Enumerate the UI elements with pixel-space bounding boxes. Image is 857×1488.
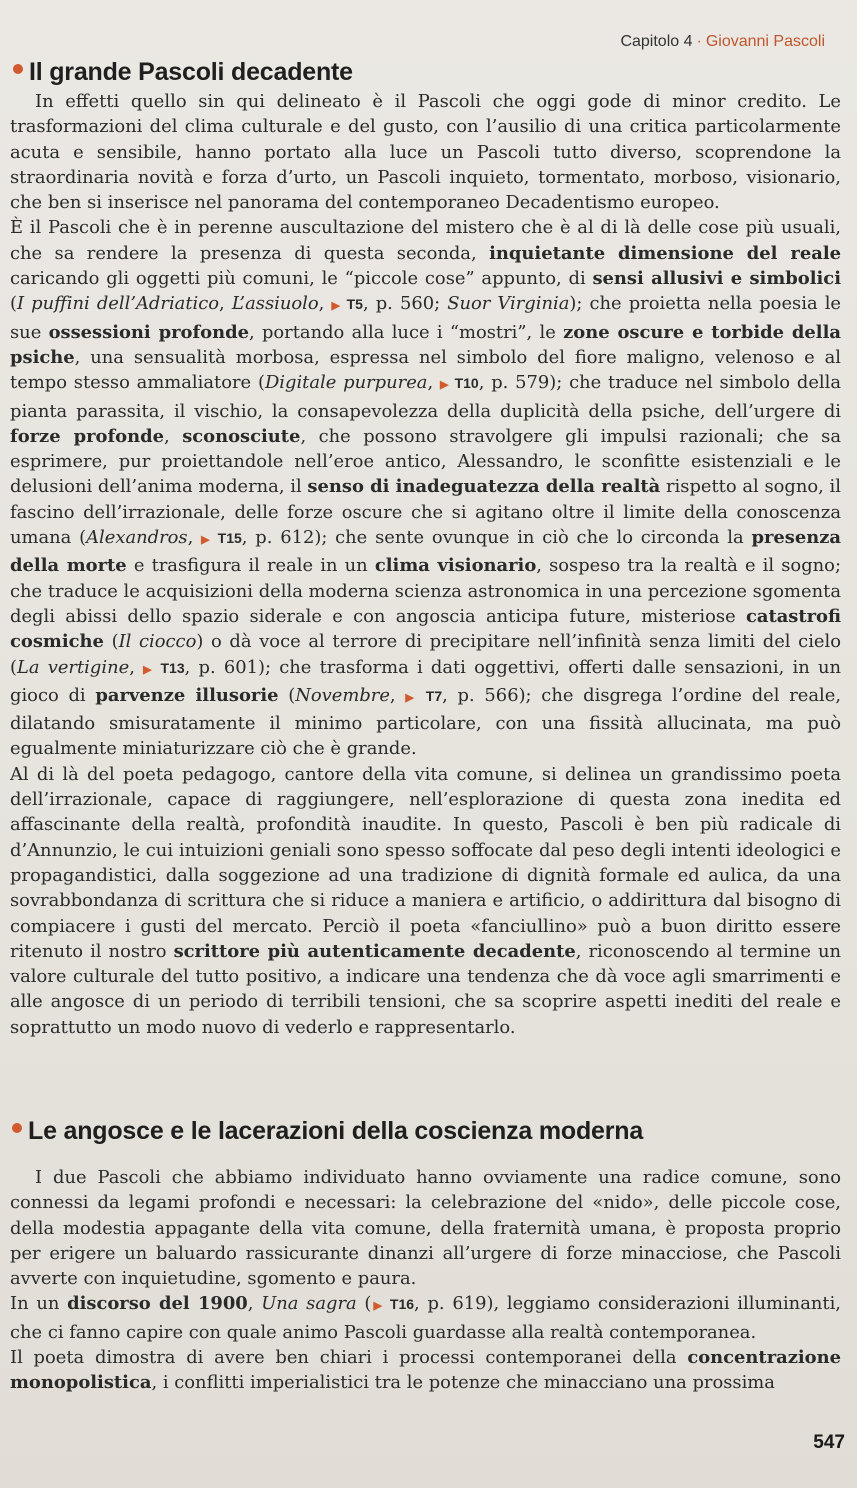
paragraph — [10, 89, 841, 215]
arrow-right-icon: ▶ — [371, 1300, 384, 1313]
work-title: Una sagra — [261, 1293, 357, 1315]
paragraph — [10, 215, 841, 761]
bold-term: concentrazione monopolistica — [10, 1347, 841, 1394]
text-run: ( — [10, 293, 17, 315]
text-run: , una sensualità morbosa, espressa nel simbolo del fiore maligno, velenoso e al tempo stesso ammaliatore ( — [10, 346, 841, 394]
section-heading-2 — [12, 1117, 643, 1146]
text-run: , — [219, 293, 232, 315]
bold-term: ossessioni profonde — [48, 321, 249, 343]
text-run: , p. 612); che sente ovunque in ciò che lo circonda la — [241, 527, 752, 549]
text-run: , p. 579); che traduce nel simbolo della pianta parassita, il vischio, la consapevolezza della duplicità della psiche, dell’urgere di — [10, 372, 842, 422]
text-reference[interactable] — [143, 660, 185, 676]
text-run: ( — [356, 1293, 372, 1315]
reference-code: T5 — [346, 296, 363, 313]
bold-term: inquietante dimensione del reale — [489, 242, 842, 264]
section-heading-1 — [13, 58, 353, 87]
work-title: I puffini dell’Adriatico — [16, 293, 220, 315]
chapter-author: Giovanni Pascoli — [705, 33, 825, 50]
text-run: , portando alla luce i “mostri”, le — [248, 321, 564, 343]
text-reference[interactable] — [440, 375, 479, 391]
text-run: ); che proietta nella poesia le sue — [10, 293, 842, 343]
text-run: , — [427, 372, 440, 394]
text-run: In effetti quello sin qui delineato è il Pascoli che oggi gode di minor credito. Le trasformazioni del clima culturale e del gusto, con l’ausilio di una critica particolarmente acuta e sensibile, hanno portato alla luce un Pascoli tutto diverso, scoprendone la straordinaria novità e forza d’urto, un Pascoli inquieto, tormentato, morboso, visionario, che ben si inserisce nel panorama del contemporaneo Decadentismo europeo. — [10, 91, 841, 214]
reference-code: T13 — [160, 659, 185, 676]
text-run: , che possono stravolgere gli impulsi razionali; che sa esprimere, pur proiettandole nell’eroe antico, Alessandro, le sconfitte esistenziali e le delusioni dell’anima moderna, il — [10, 425, 842, 498]
text-run: , — [318, 293, 332, 315]
bold-term: sconosciute — [182, 425, 301, 447]
reference-code: T7 — [425, 687, 443, 704]
page-number: 547 — [813, 1432, 845, 1453]
bold-term: clima visionario — [374, 555, 537, 577]
text-run: , p. 619), leggiamo considerazioni illuminanti, che ci fanno capire con quale animo Pascoli guardasse alla realtà contemporanea. — [10, 1293, 841, 1343]
text-reference[interactable] — [201, 530, 242, 546]
reference-code: T10 — [454, 375, 479, 392]
text-run: ( — [103, 631, 119, 653]
text-reference[interactable] — [371, 1296, 414, 1312]
arrow-right-icon: ▶ — [405, 691, 418, 704]
text-run: rispetto al sogno, il fascino dell’irrazionale, delle forze oscure che si agitano oltre il limite della conoscenza umana ( — [10, 476, 841, 549]
section-heading-2-text: Le angosce e le lacerazioni della coscienza moderna — [28, 1117, 644, 1145]
text-run: È il Pascoli che è in perenne auscultazione del mistero che è al di là delle cose più usuali, che sa rendere la presenza di questa seconda, — [10, 217, 841, 264]
header-separator: · — [696, 33, 702, 50]
reference-code: T15 — [217, 530, 242, 547]
text-reference[interactable] — [405, 688, 442, 704]
paragraph — [10, 1345, 841, 1396]
section-heading-1-text: Il grande Pascoli decadente — [29, 58, 353, 86]
text-run: , p. 601); che trasforma i dati oggettivi, offerti dalle sensazioni, in un gioco di — [10, 656, 841, 706]
section-2-body — [10, 1165, 841, 1396]
text-run: e trasfigura il reale in un — [126, 555, 375, 577]
text-run: , — [129, 656, 144, 678]
arrow-right-icon: ▶ — [143, 663, 155, 676]
running-header — [560, 33, 825, 51]
bullet-dot-icon — [13, 64, 23, 74]
text-run: , riconoscendo al termine un valore culturale del tutto positivo, a indicare una tendenza che dà voce agli smarrimenti e alle angosce di un periodo di terribili tensioni, che sa scoprire aspetti inediti del reale e soprattutto un modo nuovo di vederlo e rappresentarlo. — [10, 940, 841, 1038]
text-run: , — [187, 527, 202, 549]
text-run: Il poeta dimostra di avere ben chiari i processi contemporanei della — [10, 1347, 688, 1369]
text-run: caricando gli oggetti più comuni, le “piccole cose” appunto, di — [10, 268, 593, 290]
work-title: La vertigine — [16, 656, 130, 678]
bullet-dot-icon — [12, 1123, 22, 1133]
paragraph — [10, 1291, 841, 1345]
text-reference[interactable] — [331, 296, 363, 312]
text-run: , p. 560; — [362, 293, 448, 315]
text-run: , — [389, 684, 406, 706]
text-run: ( — [278, 684, 296, 706]
work-title: Digitale purpurea — [264, 372, 428, 394]
work-title: L’assiuolo — [231, 293, 319, 315]
bold-term: scrittore più autenticamente decadente — [173, 940, 576, 962]
bold-term: forze profonde — [10, 425, 165, 447]
text-run: , — [247, 1293, 262, 1315]
bold-term: senso di inadeguatezza della realtà — [307, 476, 661, 498]
paragraph — [10, 762, 841, 1040]
paragraph — [10, 1165, 841, 1291]
bold-term: catastrofi cosmiche — [10, 605, 841, 653]
text-run: , p. 566); che disgrega l’ordine del reale, dilatando smisuratamente il minimo particolare, con una fissità allucinata, ma può egualmente miniaturizzare ciò che è grande. — [10, 684, 842, 760]
work-title: Novembre — [295, 684, 390, 706]
bold-term: zone oscure e torbide della psiche — [10, 321, 841, 368]
work-title: Alexandros — [86, 527, 188, 549]
work-title: Il ciocco — [118, 631, 197, 653]
bold-term: parvenze illusorie — [95, 684, 279, 706]
section-1-body — [10, 89, 841, 1040]
text-run: I due Pascoli che abbiamo individuato hanno ovviamente una radice comune, sono connessi da legami profondi e necessari: la celebrazione del «nido», delle piccole cose, della modestia appagante della vita comune, della fraternità umana, è proposta proprio per erigere un baluardo rassicurante dinanzi all’urgere di forze minacciose, che Pascoli avverte con inquietudine, sgomento e paura. — [10, 1167, 841, 1290]
arrow-right-icon: ▶ — [439, 379, 450, 392]
bold-term: sensi allusivi e simbolici — [592, 268, 841, 290]
text-run: , i conflitti imperialistici tra le potenze che minacciano una prossima — [151, 1372, 775, 1394]
text-run: ) o dà voce al terrore di precipitare nell’infinità senza limiti del cielo ( — [10, 631, 841, 678]
text-run: , sospeso tra la realtà e il sogno; che traduce le acquisizioni della moderna scienza astronomica in una percezione sgomenta degli abissi dello spazio siderale e con angoscia anticipa future, misteriose — [10, 555, 841, 627]
arrow-right-icon: ▶ — [331, 300, 342, 313]
bold-term: discorso del 1900 — [67, 1293, 248, 1315]
text-run: , — [164, 425, 183, 447]
text-run: Al di là del poeta pedagogo, cantore della vita comune, si delinea un grandissimo poeta dell’irrazionale, capace di raggiungere, nell’esplorazione di questa zona inedita ed affascinante della realtà, profondità inaudite. In questo, Pascoli è ben più radicale di d’Annunzio, le cui intuizioni geniali sono spesso soffocate dal peso degli intenti ideologici e propagandistici, dalla soggezione ad una tradizione di dignità formale ed aulica, da una sovrabbondanza di scrittura che si riduce a maniera e artificio, o addirittura dal bisogno di compiacere i gusti del mercato. Perciò il poeta «fanciullino» può a buon diritto essere ritenuto il nostro — [10, 763, 841, 962]
reference-code: T16 — [389, 1296, 415, 1313]
work-title: Suor Virginia — [447, 293, 570, 315]
bold-term: presenza della morte — [10, 527, 842, 577]
text-run: In un — [10, 1293, 68, 1315]
arrow-right-icon: ▶ — [201, 534, 212, 547]
chapter-label: Capitolo 4 — [620, 33, 693, 50]
